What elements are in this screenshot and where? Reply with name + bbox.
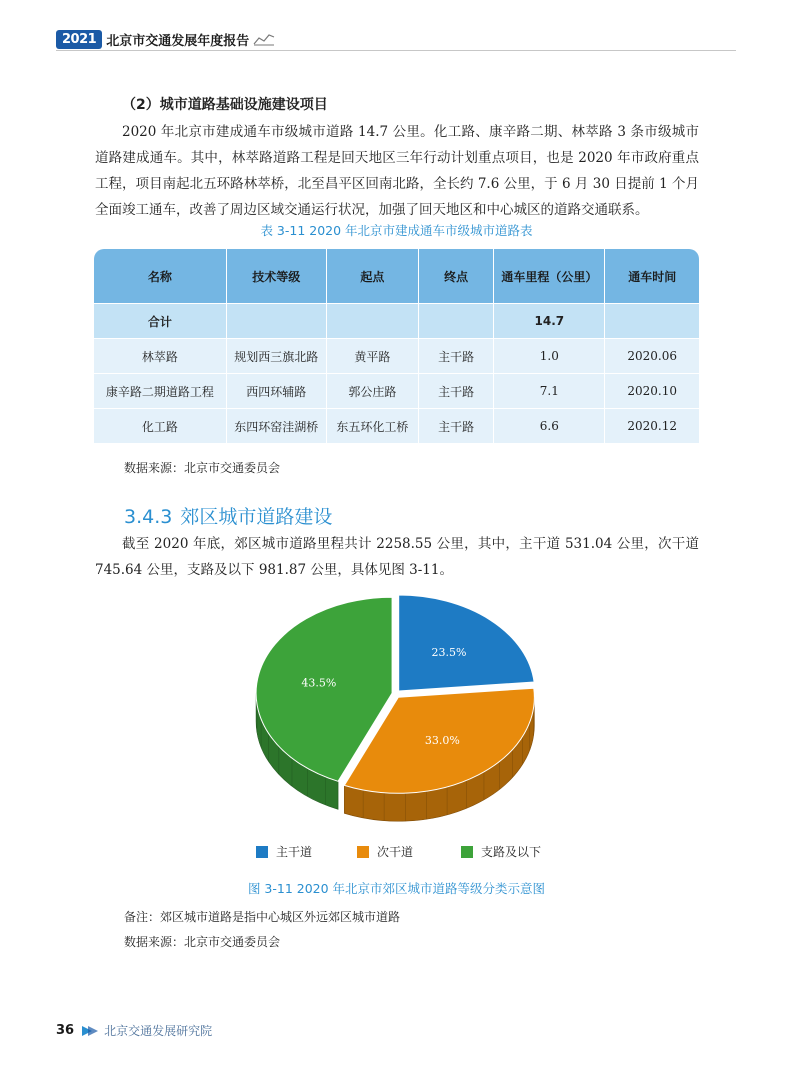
table-cell: 7.1	[494, 374, 605, 409]
legend-label: 主干道	[276, 845, 313, 859]
report-title: 北京市交通发展年度报告	[106, 33, 250, 49]
section-number: 3.4.3	[124, 506, 173, 528]
legend-item	[256, 843, 312, 860]
table-cell: 东四环窑洼湖桥	[226, 409, 326, 444]
table-header-cell: 通车时间	[605, 249, 699, 304]
figure-source-note: 数据来源：北京市交通委员会	[124, 935, 281, 949]
table-cell: 郭公庄路	[326, 374, 418, 409]
table-cell: 主干路	[418, 374, 493, 409]
table-cell: 康辛路二期道路工程	[94, 374, 226, 409]
arrow-right-icon	[82, 1026, 98, 1036]
table-cell: 规划西三旗北路	[226, 339, 326, 374]
report-year-badge: 2021	[56, 30, 102, 49]
table-cell: 14.7	[494, 304, 605, 339]
figure-caption: 图 3-11 2020 年北京市郊区城市道路等级分类示意图	[247, 881, 546, 896]
legend-label: 支路及以下	[481, 845, 542, 859]
table-header-cell: 起点	[326, 249, 418, 304]
table-cell: 2020.10	[605, 374, 699, 409]
page-number: 36	[56, 1023, 75, 1038]
table-cell: 主干路	[418, 409, 493, 444]
legend-item	[461, 843, 541, 860]
table-cell: 6.6	[494, 409, 605, 444]
table-cell: 2020.12	[605, 409, 699, 444]
subsection-heading: （2）城市道路基础设施建设项目	[122, 97, 328, 113]
legend-label: 次干道	[377, 845, 414, 859]
table-cell: 合计	[94, 304, 226, 339]
legend-item	[357, 843, 413, 860]
table-source-note: 数据来源：北京市交通委员会	[124, 461, 281, 475]
pie-slice-主干道	[399, 595, 534, 691]
table-cell: 化工路	[94, 409, 226, 444]
table-cell: 西四环辅路	[226, 374, 326, 409]
legend-swatch	[357, 846, 369, 858]
legend-swatch	[461, 846, 473, 858]
table-caption: 表 3-11 2020 年北京市建成通车市级城市道路表	[260, 223, 533, 238]
paragraph-suburban-roads: 截至 2020 年底，郊区城市道路里程共计 2258.55 公里，其中，主干道 531.04 公里，次干道 745.64 公里，支路及以下 981.87 公里，具体见图 3-11。	[95, 536, 699, 578]
section-title-text: 郊区城市道路建设	[180, 506, 333, 528]
table-cell: 东五环化工桥	[326, 409, 418, 444]
publisher-name: 北京交通发展研究院	[104, 1024, 213, 1038]
pie-data-label: 33.0%	[424, 733, 460, 747]
legend-swatch	[256, 846, 268, 858]
table-cell: 1.0	[494, 339, 605, 374]
pie-data-label: 43.5%	[301, 676, 337, 690]
table-cell: 黄平路	[326, 339, 418, 374]
pie-data-label: 23.5%	[431, 645, 467, 659]
table-cell: 2020.06	[605, 339, 699, 374]
table-header-cell: 终点	[418, 249, 493, 304]
table-cell: 林萃路	[94, 339, 226, 374]
figure-footnote: 备注：郊区城市道路是指中心城区外远郊区城市道路	[124, 910, 401, 924]
table-header-cell: 技术等级	[226, 249, 326, 304]
table-cell: 主干路	[418, 339, 493, 374]
paragraph-urban-roads: 2020 年北京市建成通车市级城市道路 14.7 公里。化工路、康辛路二期、林萃路 3 条市级城市道路建成通车。其中，林萃路道路工程是回天地区三年行动计划重点项目，也是 2020 年市政府重点工程，项目南起北五环路林萃桥，北至昌平区回南北路，全长约 7.6 公里，于 6 月 30 日提前 1 个月全面竣工通车，改善了周边区域交通运行状况，加强了回天地区和中心城区的道路交通联系。	[95, 124, 699, 218]
page-footer	[56, 1022, 212, 1039]
table-header-cell: 名称	[94, 249, 226, 304]
table-header-cell: 通车里程（公里）	[494, 249, 605, 304]
